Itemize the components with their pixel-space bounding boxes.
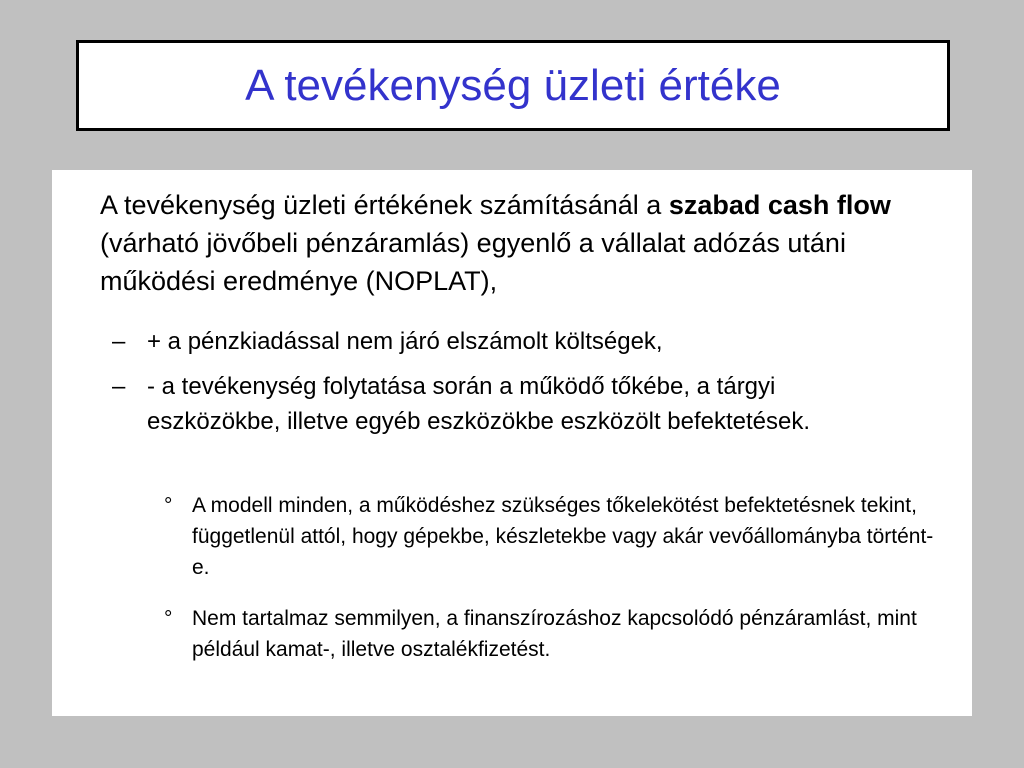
bullet-text: + a pénzkiadással nem járó elszámolt költségek, [147,328,663,355]
degree-marker: ° [164,607,173,630]
sub-bullet-text: A modell minden, a működéshez szükséges tőkelekötést befektetésnek tekint, függetlenül attól, hogy gépekbe, készletekbe vagy akár vevőállományba történt-e. [192,494,934,579]
intro-bold-term: szabad cash flow [668,190,891,220]
content-box [52,170,972,716]
sub-bullet-item [164,603,934,665]
title-box [76,40,950,131]
sub-bullet-text: Nem tartalmaz semmilyen, a finanszírozáshoz kapcsolódó pénzáramlást, mint például kamat-, illetve osztalékfizetést. [192,607,917,661]
bullet-item [112,324,912,359]
intro-text-before: A tevékenység üzleti értékének számításánál a [100,190,669,220]
bullet-text: - a tevékenység folytatása során a működő tőkébe, a tárgyi eszközökbe, illetve egyéb eszközökbe eszközölt befektetések. [147,373,811,435]
dash-marker: – [112,373,126,400]
intro-paragraph [100,186,950,300]
slide-title: A tevékenység üzleti értéke [245,60,781,110]
dash-marker: – [112,328,126,355]
degree-marker: ° [164,494,173,517]
sub-bullet-item [164,490,934,583]
bullet-item [112,369,912,439]
intro-text-after: (várható jövőbeli pénzáramlás) egyenlő a vállalat adózás utáni működési eredménye (NOPLAT), [100,228,846,296]
